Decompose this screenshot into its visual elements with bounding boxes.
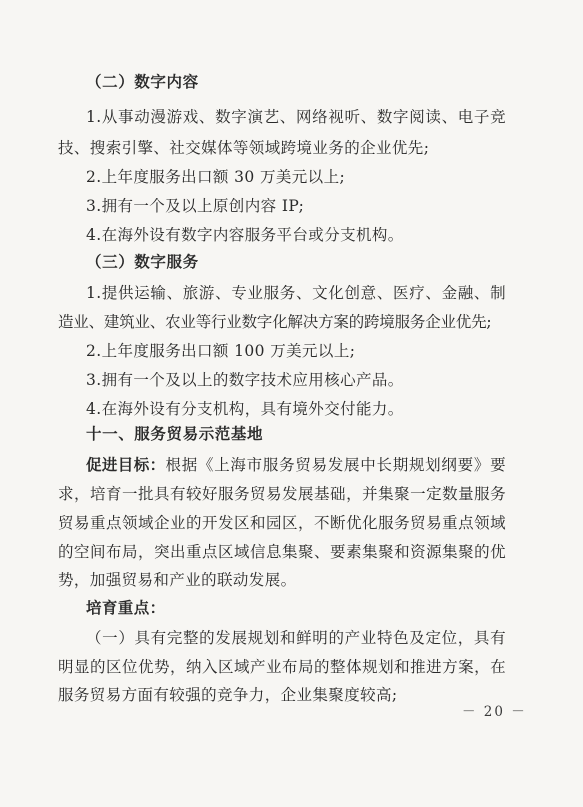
goal-label: 促进目标：: [86, 456, 166, 474]
list-item-line: 1.从事动漫游戏、数字演艺、网络视听、数字阅读、电子竞: [86, 108, 506, 126]
section-heading-digital-services: （三）数字服务: [86, 253, 199, 271]
list-item-line: 4.在海外设有分支机构，具有境外交付能力。: [86, 400, 404, 418]
page-number: － 20 －: [462, 704, 527, 720]
paragraph-line: 势，加强贸易和产业的联动发展。: [58, 571, 297, 589]
paragraph-line: 服务贸易方面有较强的竞争力，企业集聚度较高;: [58, 686, 398, 704]
paragraph-line: 求，培育一批具有较好服务贸易发展基础，并集聚一定数量服务: [58, 485, 506, 503]
list-item-line: 2.上年度服务出口额 30 万美元以上;: [86, 168, 346, 186]
list-item-line: 3.拥有一个及以上的数字技术应用核心产品。: [86, 371, 404, 389]
list-item-line: 1.提供运输、旅游、专业服务、文化创意、医疗、金融、制: [86, 284, 506, 302]
focus-label: 培育重点：: [86, 599, 166, 617]
list-item-line: 2.上年度服务出口额 100 万美元以上;: [86, 342, 356, 360]
goal-text: 根据《上海市服务贸易发展中长期规划纲要》要: [165, 456, 506, 474]
list-item-line: 4.在海外设有数字内容服务平台或分支机构。: [86, 226, 404, 244]
list-item-line: 技、搜索引擎、社交媒体等领域跨境业务的企业优先;: [58, 139, 430, 157]
section-heading-digital-content: （二）数字内容: [86, 73, 199, 91]
paragraph-line: 明显的区位优势，纳入区域产业布局的整体规划和推进方案，在: [58, 658, 506, 676]
section-heading-service-trade-base: 十一、服务贸易示范基地: [86, 425, 264, 443]
paragraph-line: 贸易重点领域企业的开发区和园区，不断优化服务贸易重点领域: [58, 514, 506, 532]
paragraph-line: （一）具有完整的发展规划和鲜明的产业特色及定位，具有: [86, 629, 506, 647]
goal-paragraph-first-line: [86, 455, 506, 475]
list-item-line: 3.拥有一个及以上原创内容 IP;: [86, 197, 305, 215]
paragraph-line: 的空间布局，突出重点区域信息集聚、要素集聚和资源集聚的优: [58, 543, 506, 561]
list-item-line: 造业、建筑业、农业等行业数字化解决方案的跨境服务企业优先;: [58, 313, 492, 331]
